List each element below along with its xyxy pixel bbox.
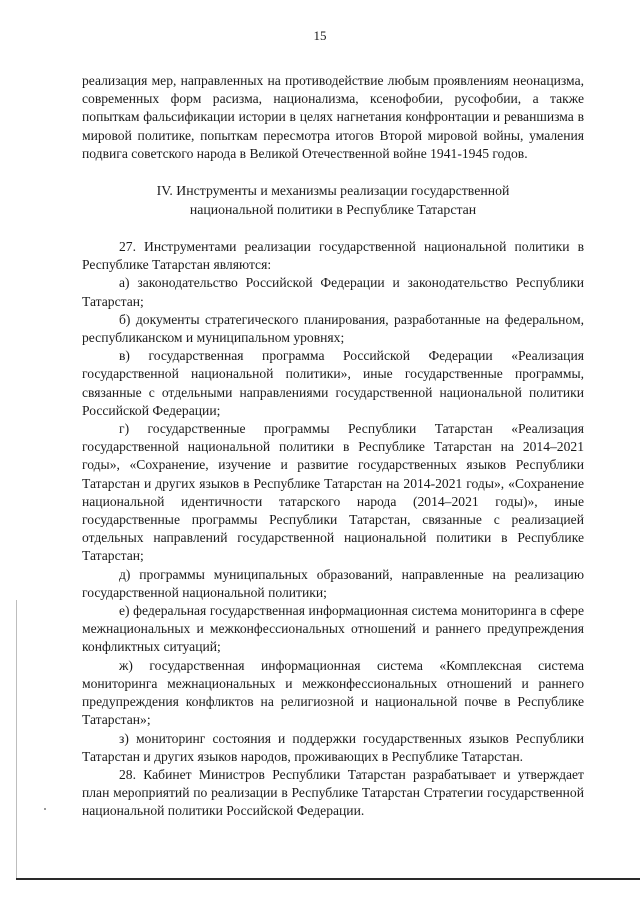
list-item-g: г) государственные программы Республики Татарстан «Реализация государственной национальной политики в Республике Татарстан на 2014–2021 годы», «Сохранение, изучение и развитие государственных языков Республики Татарстан и других языков в Республике Татарстан на 2014-2021 годы», «Сохранение национальной идентичности татарского народа (2014–2021 годы)», иные государственные программы Республики Татарстан, связанные с реализацией отдельных направлений государственной национальной политики в Республике Татарстан; (82, 421, 584, 564)
list-item-b: б) документы стратегического планирования, разработанные на федеральном, республиканском и муниципальном уровнях; (82, 311, 584, 346)
section-heading-line-2: национальной политики в Республике Татарстан (189, 202, 477, 218)
scan-speck (44, 808, 46, 810)
page-number: 15 (313, 28, 327, 43)
list-item-e: е) федеральная государственная информационная система мониторинга в сфере межнациональных и межконфессиональных отношений и раннего предупреждения конфликтных ситуаций; (82, 603, 584, 655)
list-item-d: д) программы муниципальных образований, направленные на реализацию государственной национальной политики; (82, 566, 584, 600)
paragraph-27: 27. Инструментами реализации государственной национальной политики в Республике Татарстан являются: (82, 239, 584, 273)
list-item-zh: ж) государственная информационная система «Комплексная система мониторинга межнациональных и межконфессиональных отношений и раннего предупреждения конфликтов на религиозной и национальной почве в Республике Татарстан»; (82, 657, 584, 728)
list-item-z: з) мониторинг состояния и поддержки государственных языков Республики Татарстан и других языков народов, проживающих в Республике Татарстан. (82, 730, 584, 764)
paragraph-28: 28. Кабинет Министров Республики Татарстан разрабатывает и утверждает план мероприятий по реализации в Республике Татарстан Стратегии государственной национальной политики Российской Федерации. (82, 766, 584, 819)
scan-edge-bottom (16, 878, 640, 880)
document-body (82, 72, 584, 821)
intro-paragraph: реализация мер, направленных на противодействие любым проявлениям неонацизма, современных форм расизма, национализма, ксенофобии, русофобии, а также попыткам фальсификации истории в целях нагнетания конфронтации и реваншизма в мировой политике, попыткам пересмотра итогов Второй мировой войны, умаления подвига советского народа в Великой Отечественной войне 1941-1945 годов. (82, 73, 584, 161)
list-item-v: в) государственная программа Российской Федерации «Реализация государственной национальной политики», иные государственные программы, связанные с отдельными направлениями государственной национальной политики Российской Федерации; (82, 348, 584, 418)
section-heading-line-1: IV. Инструменты и механизмы реализации государственной (156, 183, 510, 199)
section-heading (82, 181, 584, 219)
scan-edge-left (16, 600, 17, 880)
list-item-a: а) законодательство Российской Федерации и законодательство Республики Татарстан; (82, 275, 584, 309)
